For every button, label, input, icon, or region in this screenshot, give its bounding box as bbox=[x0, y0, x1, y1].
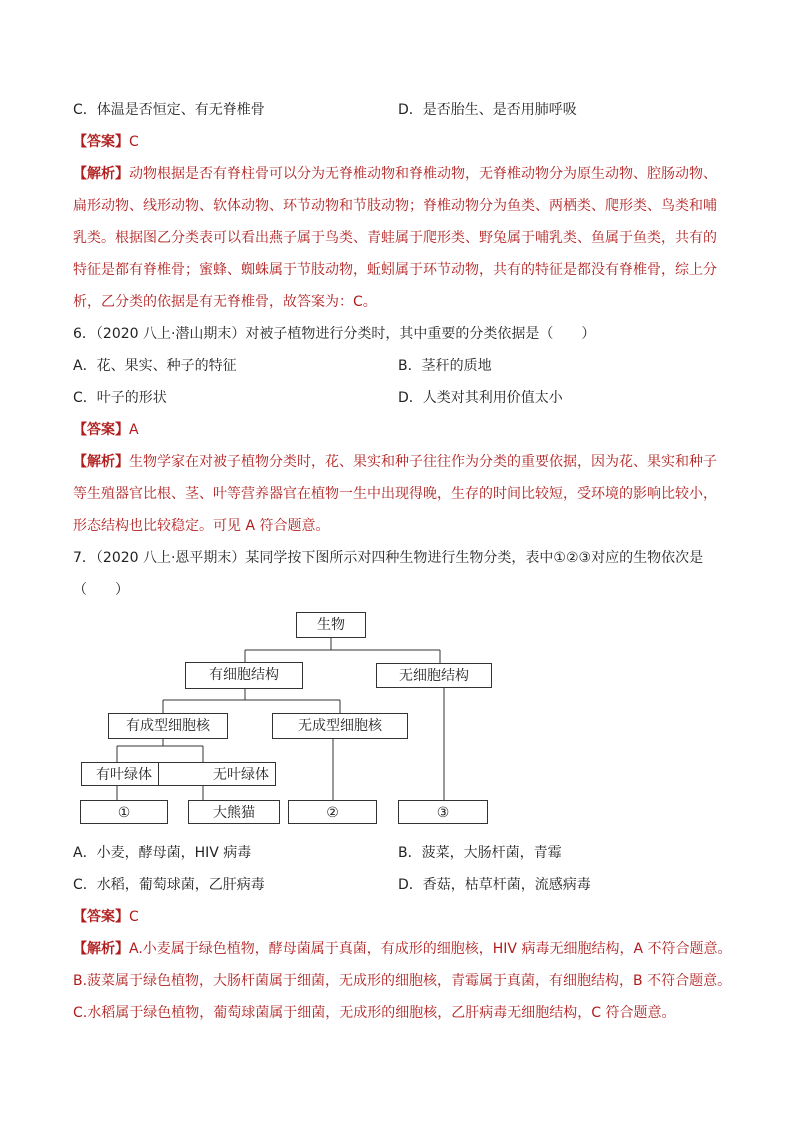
diagram-node-root: 生物 bbox=[296, 612, 366, 638]
diagram-leaf-2: ② bbox=[288, 800, 377, 824]
q7-analysis-line-1 bbox=[73, 939, 732, 959]
q7-stem-line-2: （ ） bbox=[73, 582, 129, 598]
answer-value: C bbox=[129, 134, 139, 150]
answer-tag: 【答案】 bbox=[73, 909, 129, 925]
q5-option-c: C．体温是否恒定、有无脊椎骨 bbox=[73, 102, 265, 118]
q7-option-d: D．香菇，枯草杆菌，流感病毒 bbox=[398, 877, 591, 893]
q6-option-c: C．叶子的形状 bbox=[73, 390, 167, 406]
answer-value: C bbox=[129, 909, 139, 925]
q7-analysis-line-2: B.菠菜属于绿色植物，大肠杆菌属于细菌，无成形的细胞核，青霉属于真菌，有细胞结构，B 不符合题意。 bbox=[73, 973, 732, 989]
analysis-text: 生物学家在对被子植物分类时，花、果实和种子往往作为分类的重要依据，因为花、果实和种子 bbox=[129, 454, 717, 470]
q6-option-b: B．茎秆的质地 bbox=[398, 358, 492, 374]
q6-analysis-line-2: 等生殖器官比根、茎、叶等营养器官在植物一生中出现得晚，生存的时间比较短，受环境的影响比较小， bbox=[73, 486, 717, 502]
q7-answer bbox=[73, 907, 139, 927]
q6-analysis-line-3: 形态结构也比较稳定。可见 A 符合题意。 bbox=[73, 518, 330, 534]
q6-stem: 6．（2020 八上·潜山期末）对被子植物进行分类时，其中重要的分类依据是（ ） bbox=[73, 326, 596, 342]
diagram-node-chloroplast: 有叶绿体 bbox=[81, 762, 167, 786]
q5-analysis-line-5: 析，乙分类的依据是有无脊椎骨，故答案为：C。 bbox=[73, 294, 377, 310]
diagram-node-nonnucleated: 无成型细胞核 bbox=[272, 713, 408, 739]
q5-analysis-line-4: 特征是都有脊椎骨；蜜蜂、蜘蛛属于节肢动物，蚯蚓属于环节动物，共有的特征是都没有脊椎骨，综上分 bbox=[73, 262, 717, 278]
q7-option-a: A．小麦，酵母菌，HIV 病毒 bbox=[73, 845, 252, 861]
diagram-node-nucleated: 有成型细胞核 bbox=[108, 713, 228, 739]
analysis-text: A.小麦属于绿色植物，酵母菌属于真菌，有成形的细胞核，HIV 病毒无细胞结构，A 不符合题意。 bbox=[129, 941, 732, 957]
diagram-node-no-chloroplast: 无叶绿体 bbox=[158, 762, 276, 786]
diagram-leaf-panda: 大熊猫 bbox=[188, 800, 280, 824]
analysis-tag: 【解析】 bbox=[73, 454, 129, 470]
diagram-leaf-3: ③ bbox=[398, 800, 488, 824]
analysis-tag: 【解析】 bbox=[73, 166, 129, 182]
q7-analysis-line-3: C.水稻属于绿色植物，葡萄球菌属于细菌，无成形的细胞核，乙肝病毒无细胞结构，C 符合题意。 bbox=[73, 1005, 676, 1021]
diagram-node-noncellular: 无细胞结构 bbox=[376, 663, 492, 688]
q5-analysis-line-2: 扁形动物、线形动物、软体动物、环节动物和节肢动物；脊椎动物分为鱼类、两栖类、爬形类、鸟类和哺 bbox=[73, 198, 717, 214]
diagram-leaf-1: ① bbox=[80, 800, 168, 824]
q7-stem-line-1: 7．（2020 八上·恩平期末）某同学按下图所示对四种生物进行生物分类，表中①②③对应的生物依次是 bbox=[73, 550, 704, 566]
answer-tag: 【答案】 bbox=[73, 134, 129, 150]
q5-analysis-line-3: 乳类。根据图乙分类表可以看出燕子属于鸟类、青蛙属于爬形类、野兔属于哺乳类、鱼属于鱼类，共有的 bbox=[73, 230, 717, 246]
q6-option-a: A．花、果实、种子的特征 bbox=[73, 358, 237, 374]
q7-option-b: B．菠菜，大肠杆菌，青霉 bbox=[398, 845, 562, 861]
answer-tag: 【答案】 bbox=[73, 422, 129, 438]
q5-option-d: D．是否胎生、是否用肺呼吸 bbox=[398, 102, 577, 118]
q7-option-c: C．水稻，葡萄球菌，乙肝病毒 bbox=[73, 877, 265, 893]
answer-value: A bbox=[129, 422, 139, 438]
analysis-text: 动物根据是否有脊柱骨可以分为无脊椎动物和脊椎动物，无脊椎动物分为原生动物、腔肠动物、 bbox=[129, 166, 717, 182]
analysis-tag: 【解析】 bbox=[73, 941, 129, 957]
diagram-node-cellular: 有细胞结构 bbox=[185, 662, 303, 689]
q6-option-d: D．人类对其利用价值太小 bbox=[398, 390, 563, 406]
